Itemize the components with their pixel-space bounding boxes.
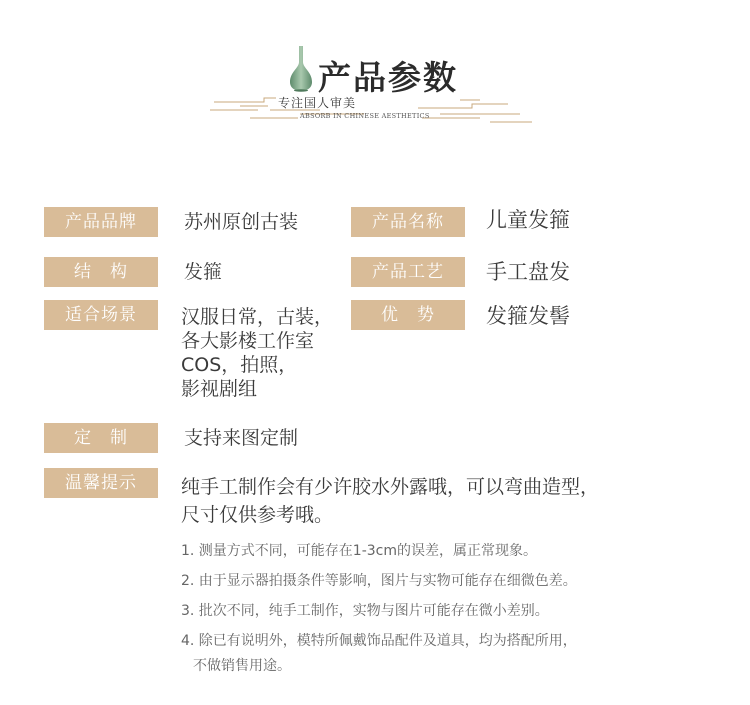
occasion-line: COS，拍照， xyxy=(181,354,298,376)
tips-value xyxy=(181,473,599,529)
structure-label: 结 构 xyxy=(44,257,158,287)
custom-value: 支持来图定制 xyxy=(184,427,299,449)
vase-icon xyxy=(288,44,314,92)
note-item: 4. 除已有说明外，模特所佩戴饰品配件及道具，均为搭配所用， xyxy=(181,633,577,649)
header xyxy=(0,0,750,140)
occasion-label: 适合场景 xyxy=(44,300,158,330)
brand-label: 产品品牌 xyxy=(44,207,158,237)
name-label: 产品名称 xyxy=(351,207,465,237)
brand-value: 苏州原创古装 xyxy=(184,211,299,233)
note-item: 1. 测量方式不同，可能存在1-3cm的误差，属正常现象。 xyxy=(181,543,538,559)
advantage-value: 发箍发髻 xyxy=(486,304,570,328)
note-item-continued: 不做销售用途。 xyxy=(193,658,291,674)
occasion-value xyxy=(181,305,333,401)
page-title: 产品参数 xyxy=(318,58,458,97)
occasion-line: 各大影楼工作室 xyxy=(181,330,315,352)
name-value: 儿童发箍 xyxy=(486,208,570,232)
custom-label: 定 制 xyxy=(44,423,158,453)
structure-value: 发箍 xyxy=(184,261,223,283)
occasion-line: 汉服日常，古装， xyxy=(181,306,334,328)
note-item: 3. 批次不同，纯手工制作，实物与图片可能存在微小差别。 xyxy=(181,603,549,619)
subtitle-chinese: 专注国人审美 xyxy=(278,96,357,110)
note-item: 2. 由于显示器拍摄条件等影响，图片与实物可能存在细微色差。 xyxy=(181,573,577,589)
tips-label: 温馨提示 xyxy=(44,468,158,498)
craft-value: 手工盘发 xyxy=(486,260,570,284)
occasion-line: 影视剧组 xyxy=(181,378,258,400)
tips-line: 尺寸仅供参考哦。 xyxy=(181,504,334,526)
subtitle-english: ABSORB IN CHINESE AESTHETICS xyxy=(300,112,430,120)
tips-line: 纯手工制作会有少许胶水外露哦，可以弯曲造型， xyxy=(181,476,600,498)
advantage-label: 优 势 xyxy=(351,300,465,330)
craft-label: 产品工艺 xyxy=(351,257,465,287)
decorative-lines xyxy=(210,88,540,128)
